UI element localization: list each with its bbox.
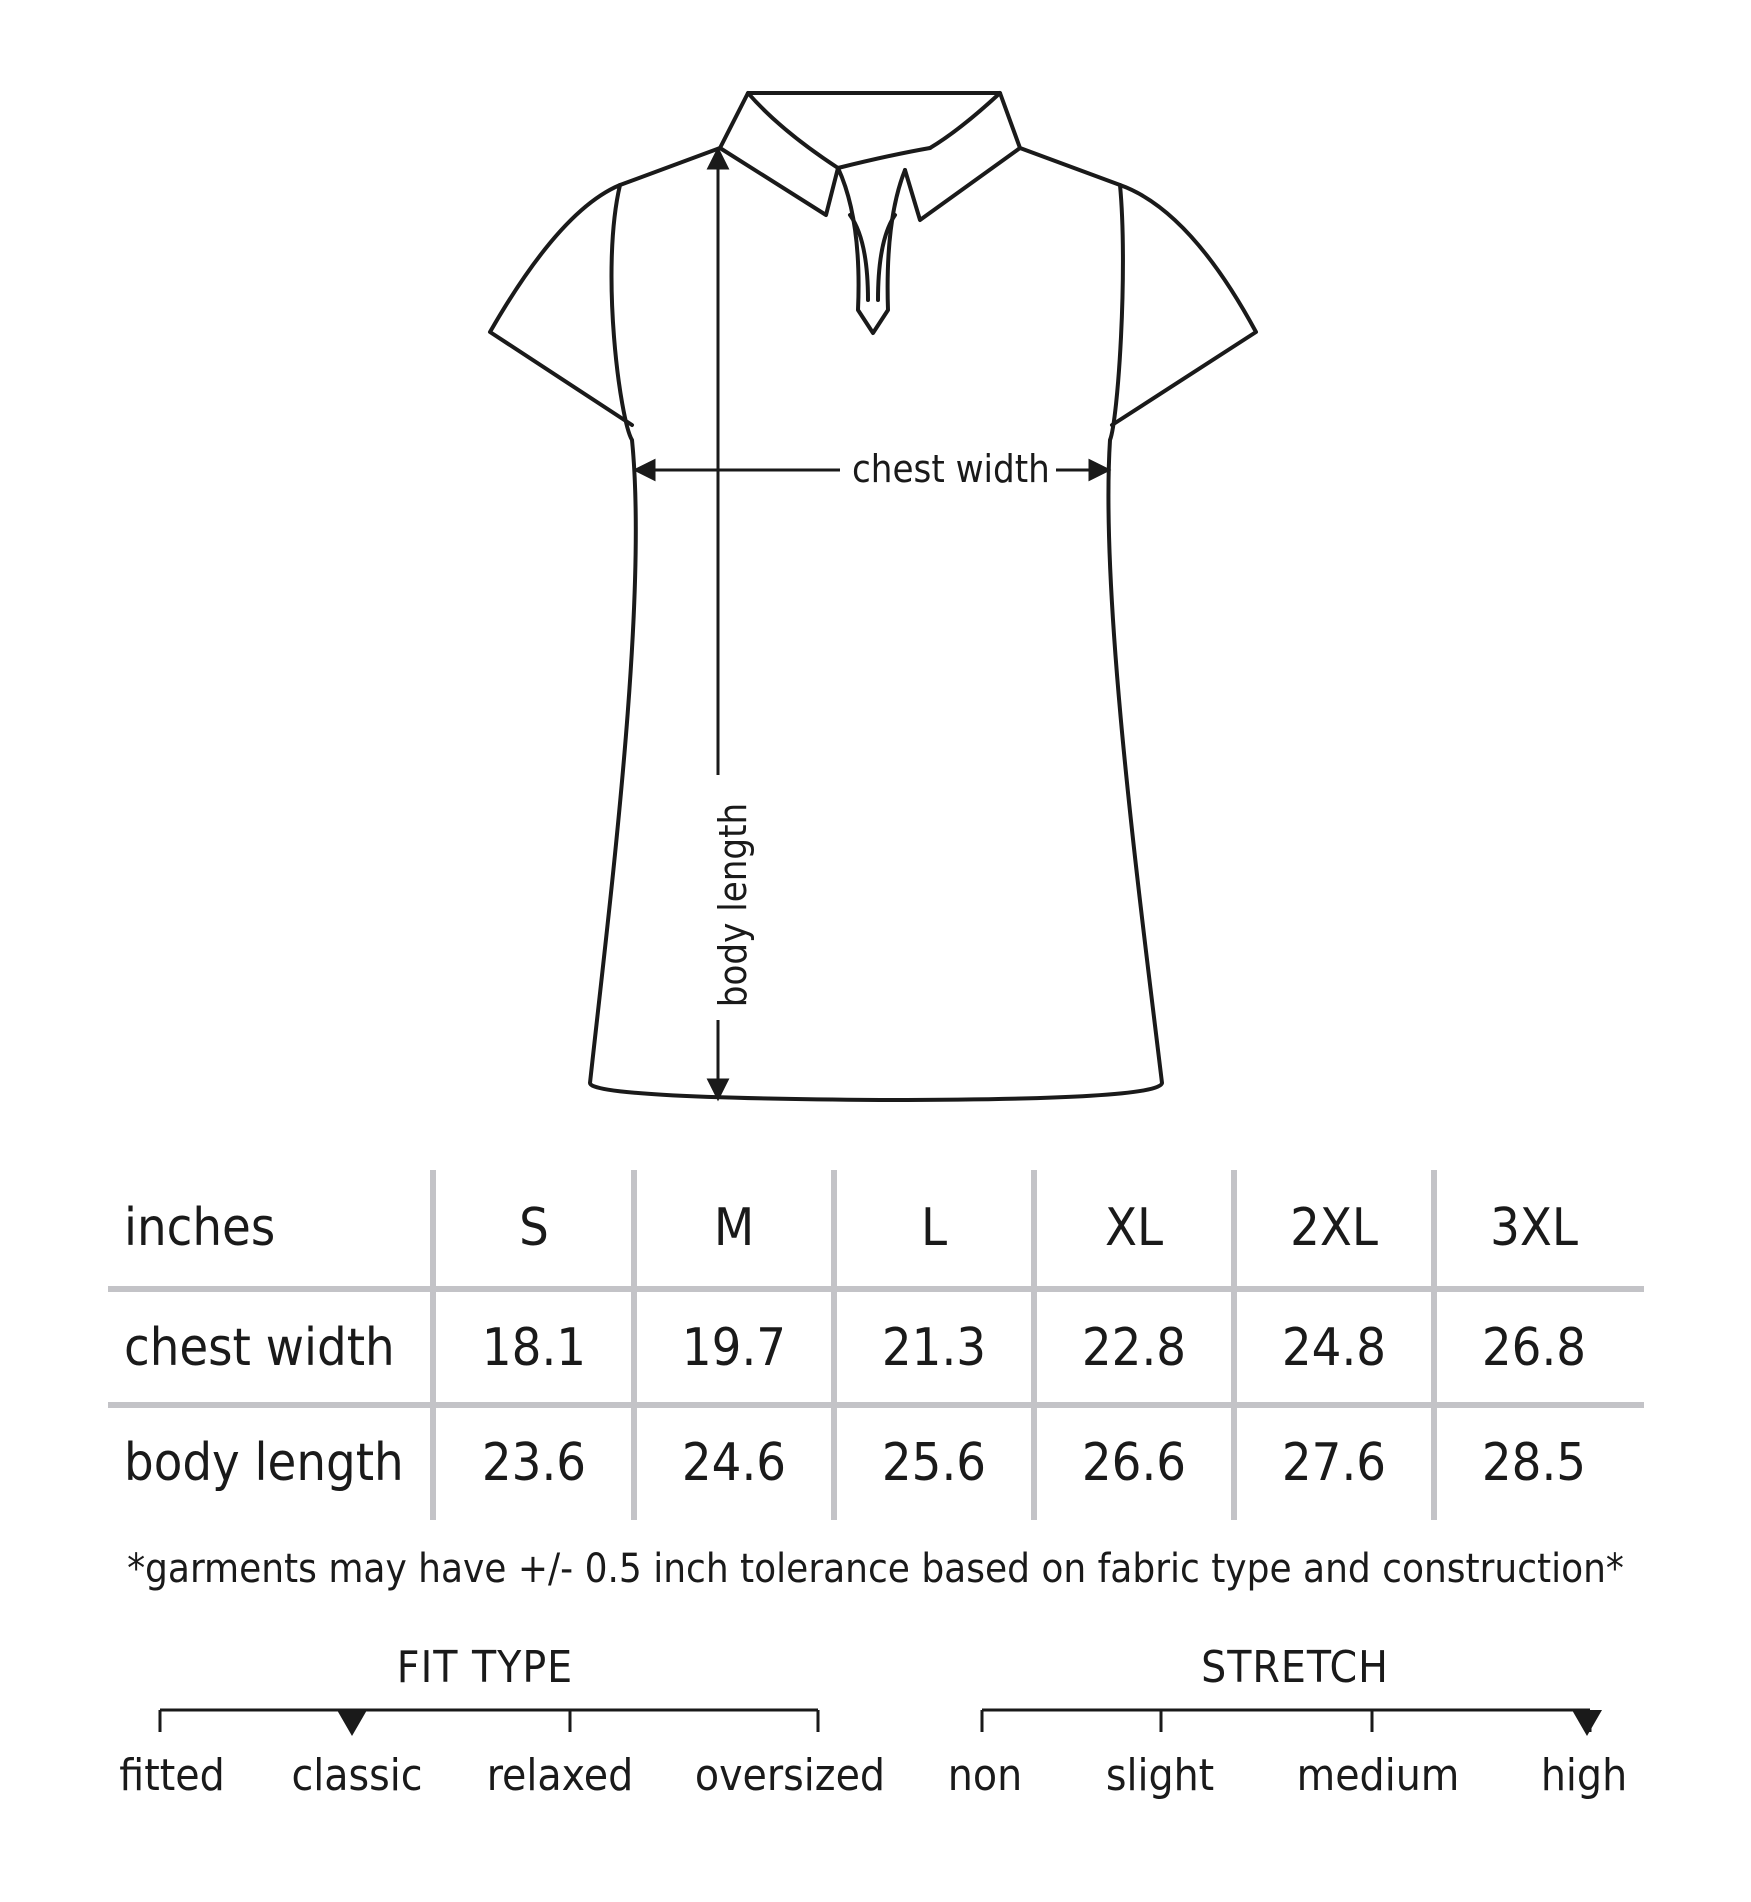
left-sleeve-outline: [490, 148, 720, 425]
stretch-scale: [982, 1710, 1602, 1736]
table-cell: 28.5: [1481, 1433, 1587, 1493]
size-header-3xl: 3XL: [1490, 1198, 1578, 1258]
table-column-divider: [1431, 1170, 1437, 1520]
fit-type-scale: [160, 1710, 818, 1736]
table-column-divider: [1231, 1170, 1237, 1520]
row-label-body-length: body length: [124, 1433, 404, 1493]
fit-type-title: FIT TYPE: [396, 1642, 574, 1693]
table-header-row: [108, 1170, 1644, 1286]
body-length-label: body length: [714, 795, 752, 1015]
fit-selected-marker: [337, 1710, 367, 1736]
chest-width-label: chest width: [846, 450, 1056, 488]
fit-option-fitted: fitted: [119, 1750, 225, 1801]
size-header-m: M: [713, 1198, 755, 1258]
stretch-option-non: non: [947, 1750, 1023, 1801]
table-column-divider: [430, 1170, 436, 1520]
stretch-option-slight: slight: [1105, 1750, 1215, 1801]
table-cell: 18.1: [481, 1318, 587, 1378]
table-cell: 26.6: [1081, 1433, 1187, 1493]
size-table: [108, 1170, 1644, 1520]
stretch-selected-marker: [1572, 1710, 1602, 1736]
stretch-option-high: high: [1540, 1750, 1628, 1801]
table-row: [108, 1290, 1644, 1406]
table-column-divider: [831, 1170, 837, 1520]
table-cell: 23.6: [481, 1433, 587, 1493]
stretch-option-medium: medium: [1296, 1750, 1460, 1801]
stretch-title: STRETCH: [1201, 1642, 1389, 1693]
table-row: [108, 1405, 1644, 1521]
row-label-chest-width: chest width: [124, 1318, 395, 1378]
fit-option-relaxed: relaxed: [486, 1750, 634, 1801]
table-column-divider: [631, 1170, 637, 1520]
collar-outline: [720, 93, 1020, 148]
table-cell: 27.6: [1281, 1433, 1387, 1493]
chest-arrow-right: [1090, 461, 1108, 479]
table-cell: 24.6: [681, 1433, 787, 1493]
table-cell: 25.6: [881, 1433, 987, 1493]
size-header-l: L: [920, 1198, 948, 1258]
tolerance-note: *garments may have +/- 0.5 inch tolerance based on fabric type and construction*: [127, 1546, 1624, 1592]
shirt-body-outline: [590, 185, 1162, 1100]
collar-right-flap: [905, 148, 1020, 220]
collar-band: [748, 93, 1000, 168]
fit-option-classic: classic: [291, 1750, 423, 1801]
table-cell: 26.8: [1481, 1318, 1587, 1378]
table-cell: 22.8: [1081, 1318, 1187, 1378]
table-column-divider: [1031, 1170, 1037, 1520]
table-cell: 21.3: [881, 1318, 987, 1378]
fit-option-oversized: oversized: [694, 1750, 886, 1801]
size-header-xl: XL: [1104, 1198, 1164, 1258]
size-header-s: S: [519, 1198, 549, 1258]
chest-arrow-left: [636, 461, 654, 479]
table-divider: [108, 1402, 1644, 1408]
table-cell: 19.7: [681, 1318, 787, 1378]
table-divider: [108, 1286, 1644, 1292]
size-header-2xl: 2XL: [1290, 1198, 1378, 1258]
placket-outline: [838, 168, 905, 333]
unit-label: inches: [124, 1198, 276, 1258]
table-cell: 24.8: [1281, 1318, 1387, 1378]
right-sleeve-outline: [1020, 148, 1256, 425]
